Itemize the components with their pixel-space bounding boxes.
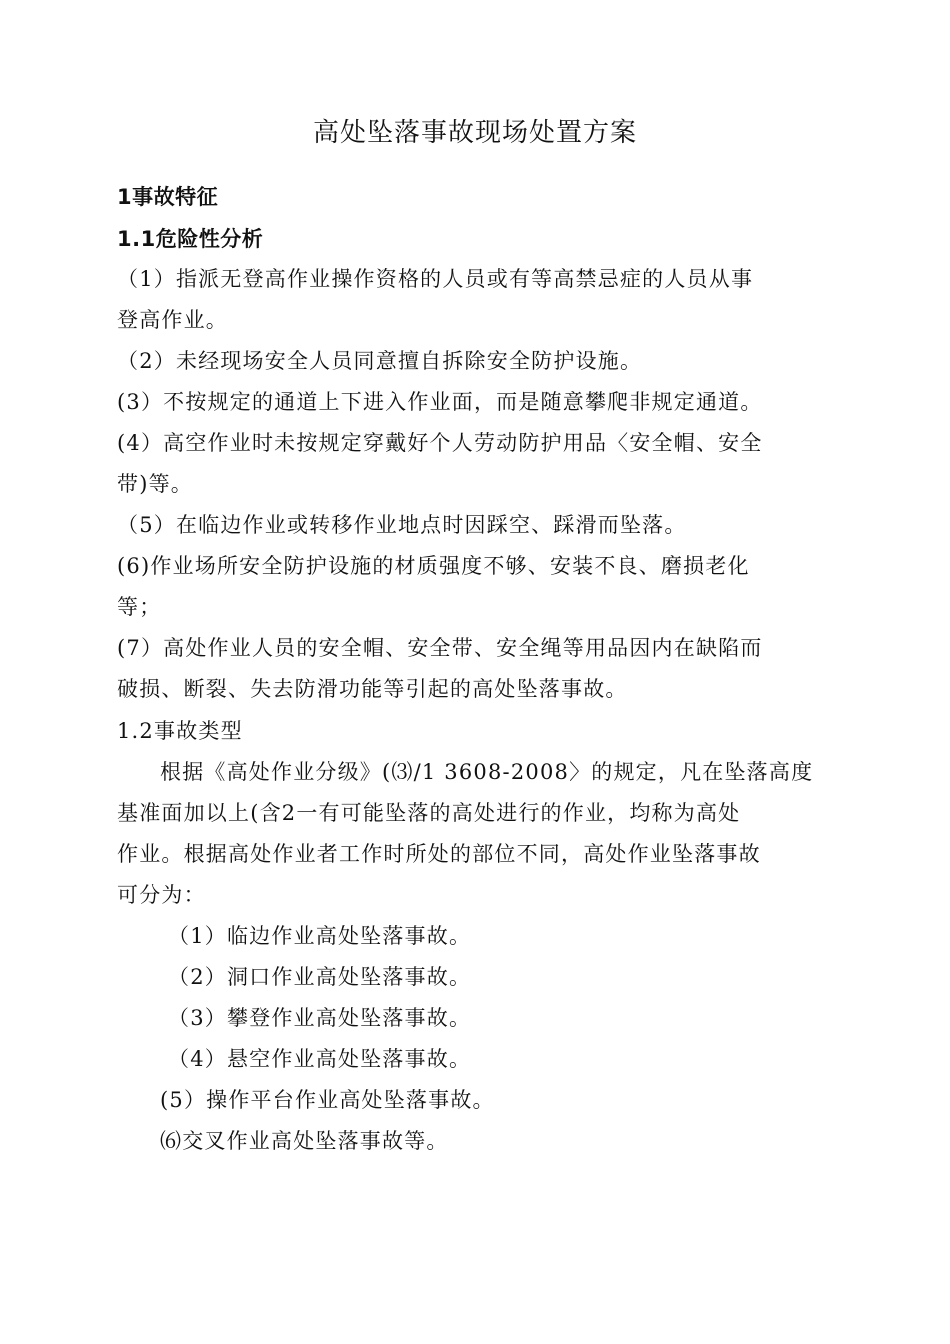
accident-type-5: (5）操作平台作业高处坠落事故。 — [160, 1088, 495, 1112]
risk-item-3: (3）不按规定的通道上下进入作业面，而是随意攀爬非规定通道。 — [117, 390, 763, 414]
accident-type-4: （4）悬空作业高处坠落事故。 — [168, 1047, 472, 1071]
risk-item-7-line-1: (7）高处作业人员的安全帽、安全带、安全绳等用品因内在缺陷而 — [117, 636, 763, 660]
risk-item-5: （5）在临边作业或转移作业地点时因踩空、踩滑而坠落。 — [117, 513, 687, 537]
accident-type-2: （2）洞口作业高处坠落事故。 — [168, 965, 472, 989]
section-1-2-heading: 1.2事故类型 — [117, 719, 243, 743]
risk-item-4-line-1: (4）高空作业时未按规定穿戴好个人劳动防护用品〈安全帽、安全 — [117, 431, 763, 455]
risk-item-6-line-1: (6)作业场所安全防护设施的材质强度不够、安装不良、磨损老化 — [117, 554, 750, 578]
risk-item-7-line-2: 破损、断裂、失去防滑功能等引起的高处坠落事故。 — [117, 677, 628, 701]
accident-type-1: （1）临边作业高处坠落事故。 — [168, 924, 472, 948]
intro-line-1: 根据《高处作业分级》(⑶/1 3608-2008〉的规定，凡在坠落高度 — [160, 760, 814, 784]
section-1-heading: 1事故特征 — [117, 185, 219, 209]
intro-line-3: 作业。根据高处作业者工作时所处的部位不同，高处作业坠落事故 — [117, 842, 761, 866]
risk-item-6-line-2: 等； — [117, 595, 162, 619]
accident-type-6: ⑹交叉作业高处坠落事故等。 — [160, 1129, 449, 1153]
section-1-1-heading: 1.1危险性分析 — [117, 227, 264, 251]
risk-item-2: （2）未经现场安全人员同意擅自拆除安全防护设施。 — [117, 349, 643, 373]
risk-item-1-line-1: （1）指派无登高作业操作资格的人员或有等高禁忌症的人员从事 — [117, 267, 754, 291]
risk-item-1-line-2: 登高作业。 — [117, 308, 228, 332]
risk-item-4-line-2: 带)等。 — [117, 472, 193, 496]
intro-line-4: 可分为： — [117, 883, 206, 907]
intro-line-2: 基准面加以上(含2一有可能坠落的高处进行的作业，均称为高处 — [117, 801, 741, 825]
document-title: 高处坠落事故现场处置方案 — [312, 118, 637, 148]
accident-type-3: （3）攀登作业高处坠落事故。 — [168, 1006, 472, 1030]
